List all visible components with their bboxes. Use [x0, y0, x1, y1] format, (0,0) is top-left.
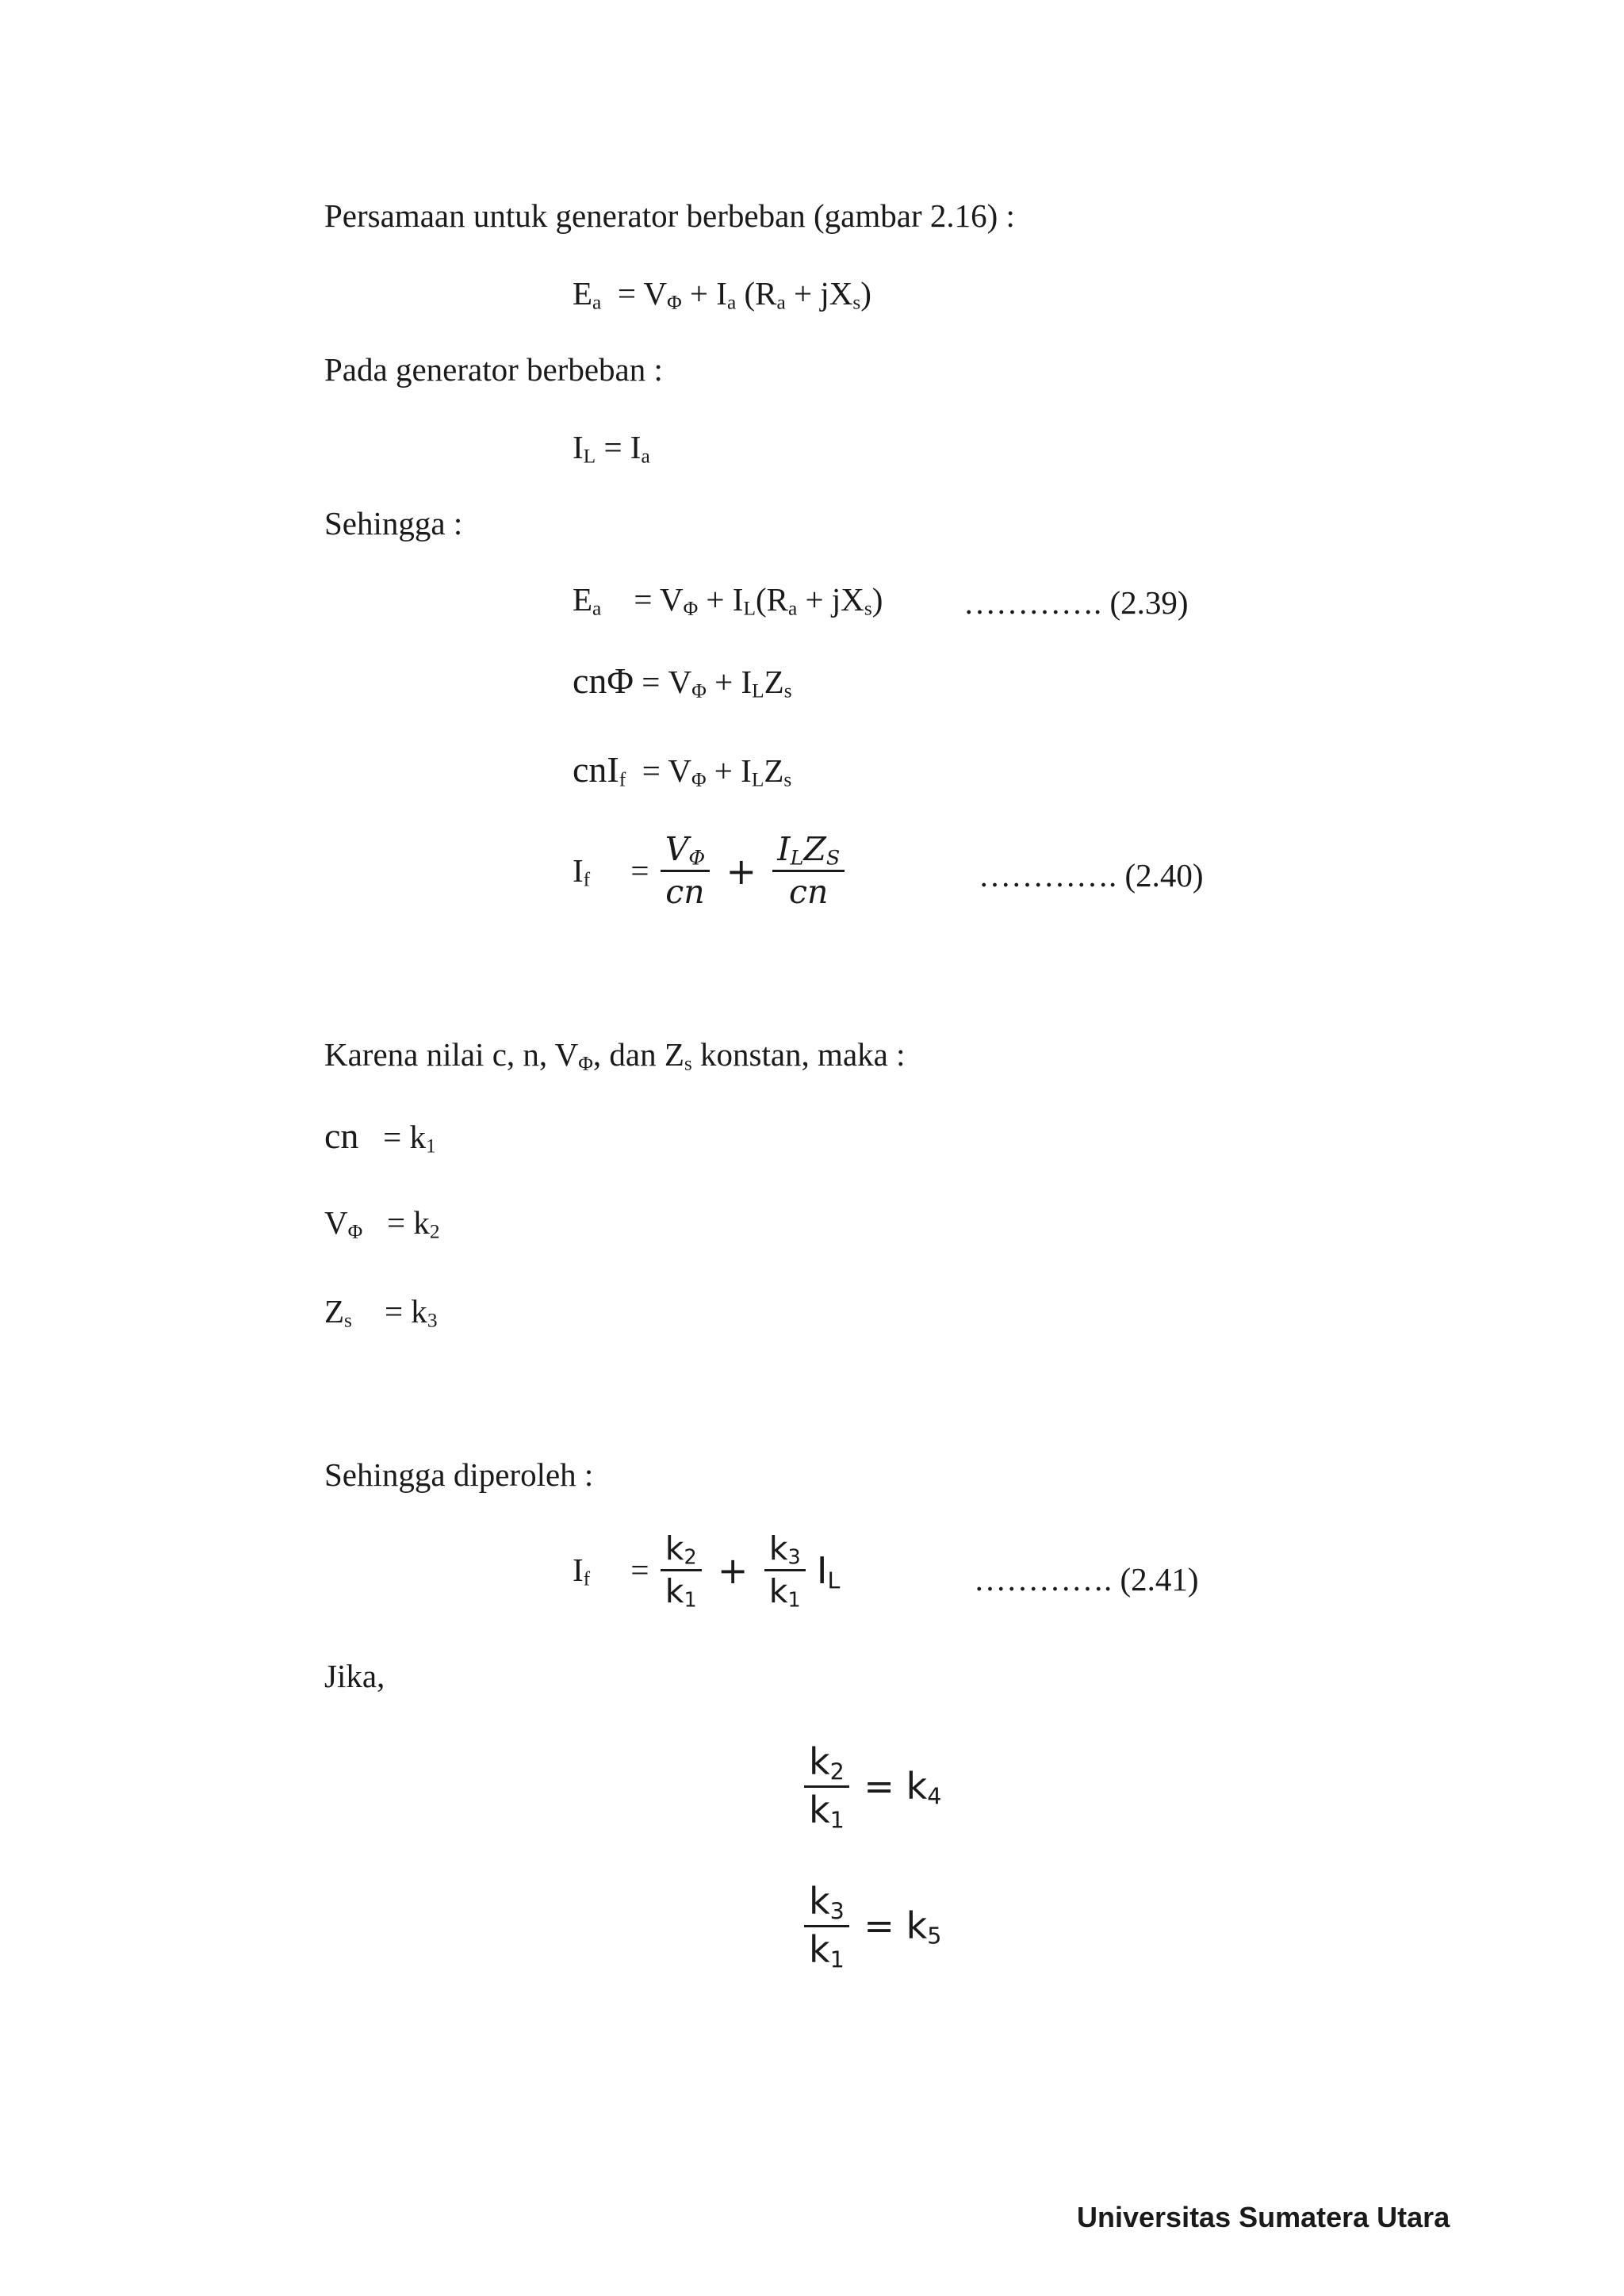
- fraction-k3-over-k1: $\frac{k_3}{k_1}$: [764, 1529, 806, 1613]
- equation-vphi-k2: $V_\Phi = k_2$: [324, 1204, 440, 1243]
- equation-zs-k3: $Z_s$ = $k_3$: [324, 1293, 438, 1332]
- paragraph-because: Karena nilai c, n, $V_\Phi$, dan $Z_s$ konstan, maka :: [324, 1036, 906, 1075]
- equation-number-2-41: …………. (2.41): [974, 1561, 1199, 1598]
- paragraph-on-loaded: Pada generator berbeban :: [324, 351, 663, 388]
- equation-2-40: $I_f$ = $\frac{V_\Phi}{cn}$ + $\frac{I_LZ_S}{cn}$: [573, 829, 848, 913]
- paragraph-hence: Sehingga :: [324, 505, 463, 541]
- equation-ea-general: $E_a = V_\Phi + I_a$ $(R_a + jX_s)$: [573, 275, 871, 314]
- fraction-vphi-over-cn: $\frac{V_\Phi}{cn}$: [661, 829, 710, 913]
- equation-cnif: $cnI_f = V_\Phi + I_LZ_s$: [573, 749, 792, 791]
- paragraph-if: Jika,: [324, 1658, 385, 1694]
- equation-number-2-39: …………. (2.39): [963, 584, 1189, 621]
- fraction-k2-over-k1-b: $\frac{k_2}{k_1}$: [804, 1739, 849, 1833]
- equation-cn-k1: cn = $k_1$: [324, 1115, 436, 1158]
- footer-university: Universitas Sumatera Utara: [1077, 2201, 1450, 2233]
- equation-k5: $\frac{k_3}{k_1}$ = $k_5$: [801, 1879, 941, 1973]
- equation-number-2-40: …………. (2.40): [979, 857, 1204, 894]
- fraction-k2-over-k1: $\frac{k_2}{k_1}$: [661, 1529, 702, 1613]
- fraction-k3-over-k1-b: $\frac{k_3}{k_1}$: [804, 1879, 849, 1973]
- equation-2-39: $E_a$ = $V_\Phi + I_L(R_a + jX_s)$: [573, 581, 883, 620]
- equation-k4: $\frac{k_2}{k_1}$ = $k_4$: [801, 1739, 941, 1833]
- paragraph-intro: Persamaan untuk generator berbeban (gambar 2.16) :: [324, 197, 1015, 234]
- paragraph-hence-obtained: Sehingga diperoleh :: [324, 1456, 594, 1493]
- equation-cnphi: $cn\Phi = V_\Phi + I_LZ_s$: [573, 660, 792, 702]
- fraction-ilzs-over-cn: $\frac{I_LZ_S}{cn}$: [772, 829, 845, 913]
- equation-il-ia: $I_L = I_a$: [573, 429, 650, 468]
- equation-2-41: $I_f$ = $\frac{k_2}{k_1}$ + $\frac{k_3}{k_1}$ $I_L$: [573, 1529, 841, 1612]
